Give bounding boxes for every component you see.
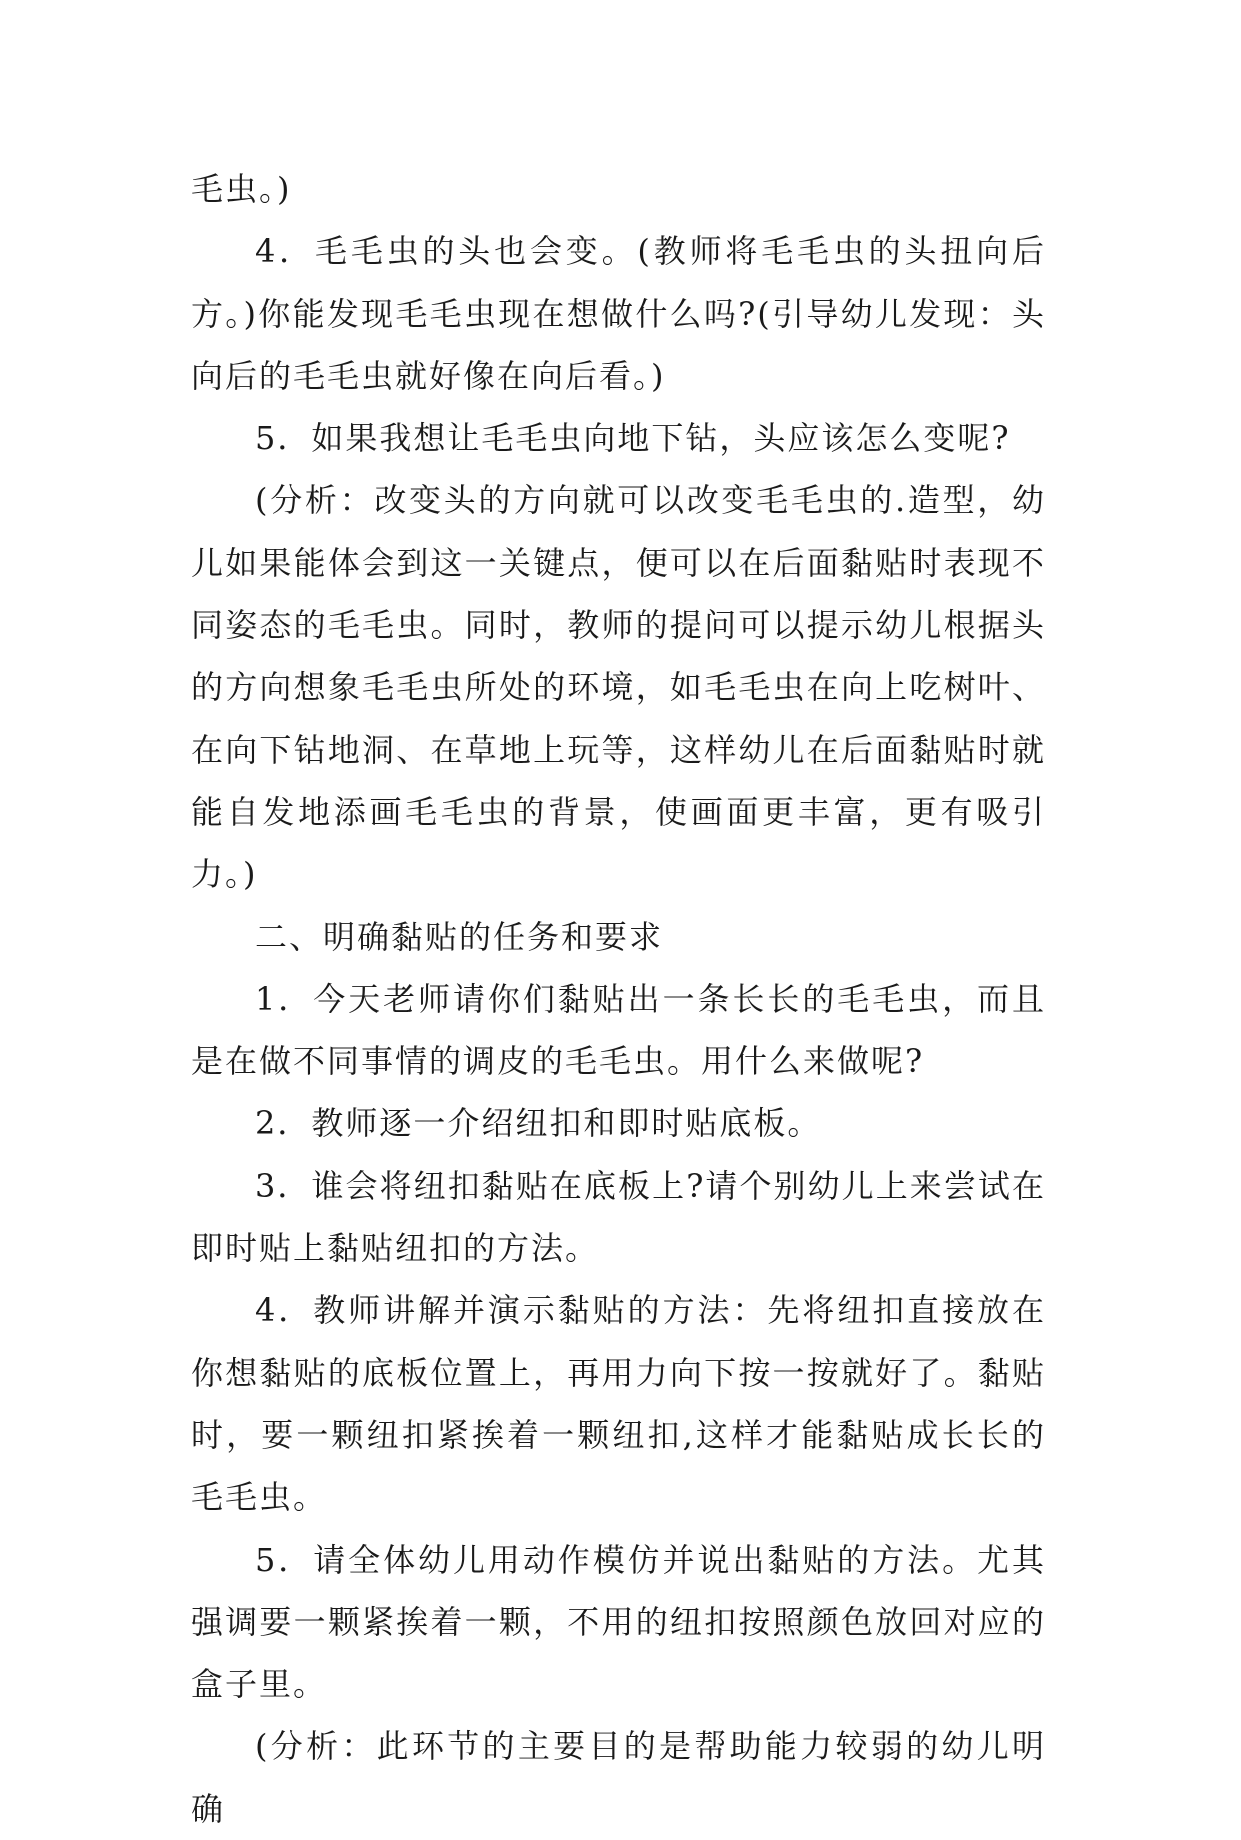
paragraph-analysis-2: (分析：此环节的主要目的是帮助能力较弱的幼儿明确: [191, 1727, 1046, 1828]
paragraph-task-1: 1．今天老师请你们黏贴出一条长长的毛毛虫，而且是在做不同事情的调皮的毛毛虫。用什么来做呢?: [191, 979, 1046, 1081]
paragraph-continuation: 毛虫。): [191, 170, 292, 208]
paragraph-step-4-head: 4．毛毛虫的头也会变。(教师将毛毛虫的头扭向后方。)你能发现毛毛虫现在想做什么吗?(引导幼儿发现：头向后的毛毛虫就好像在向后看。): [191, 232, 1046, 395]
paragraph-task-3: 3．谁会将纽扣黏贴在底板上?请个别幼儿上来尝试在即时贴上黏贴纽扣的方法。: [191, 1166, 1046, 1268]
paragraph-task-4: 4．教师讲解并演示黏贴的方法：先将纽扣直接放在你想黏贴的底板位置上，再用力向下按一按就好了。黏贴时，要一颗纽扣紧挨着一颗纽扣,这样才能黏贴成长长的毛毛虫。: [191, 1291, 1046, 1517]
section-heading-2: 二、明确黏贴的任务和要求: [255, 917, 664, 956]
paragraph-task-2: 2．教师逐一介绍纽扣和即时贴底板。: [255, 1104, 822, 1143]
body-text: [191, 158, 1046, 1840]
paragraph-task-5: 5．请全体幼儿用动作模仿并说出黏贴的方法。尤其强调要一颗紧挨着一颗，不用的纽扣按照颜色放回对应的盒子里。: [191, 1540, 1046, 1704]
paragraph-analysis-1: (分析：改变头的方向就可以改变毛毛虫的.造型，幼儿如果能体会到这一关键点，便可以在后面黏贴时表现不同姿态的毛毛虫。同时，教师的提问可以提示幼儿根据头的方向想象毛毛虫所处的环境，如毛毛虫在向上吃树叶、在向下钻地洞、在草地上玩等，这样幼儿在后面黏贴时就能自发地添画毛毛虫的背景，使画面更丰富，更有吸引力。): [191, 481, 1046, 894]
paragraph-step-5-question: 5．如果我想让毛毛虫向地下钻，头应该怎么变呢?: [255, 419, 1011, 458]
